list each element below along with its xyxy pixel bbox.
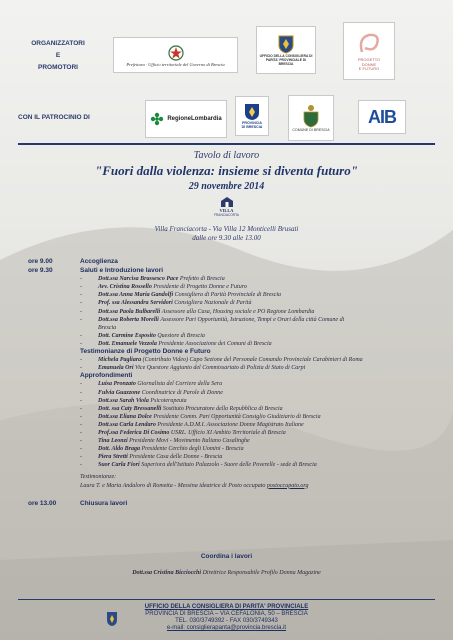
speaker-role-continued	[28, 324, 438, 332]
comune-text: COMUNE DI BRESCIA	[292, 128, 330, 132]
organizers-line-2: E	[55, 52, 61, 59]
program-section-heading	[28, 348, 438, 356]
bullet-dash: -	[80, 357, 82, 364]
speaker-role: USRL. Ufficio XI Ambito Territoriale di Brescia	[170, 429, 286, 436]
speaker-name: Fulvia Guazzone	[98, 389, 141, 396]
speaker-name: Prof. ssa Alessandra Servidori	[98, 300, 173, 307]
program-time-row	[28, 267, 438, 275]
bullet-dash: -	[80, 381, 82, 388]
footer-office: UFFICIO DELLA CONSIGLIERA DI PARITA' PROVINCIALE	[144, 604, 309, 610]
speaker-name: Dott.ssa Eliana Dolce	[98, 413, 152, 420]
speaker-role: Giornalista del Corriere della Sera	[137, 381, 223, 388]
speaker-role: Coordinatrice di Parole di Donne	[141, 389, 223, 396]
organizers-line-1: ORGANIZZATORI	[31, 40, 85, 47]
testimonials-label: Testimonianze:	[80, 474, 117, 481]
provincia-brescia-logo	[235, 96, 269, 136]
header-divider	[18, 143, 435, 145]
progetto-donne-futuro-logo	[343, 22, 395, 80]
provincia-line-2: DI BRESCIA	[241, 125, 263, 129]
provincia-line-1: PROVINCIA	[242, 121, 262, 125]
coordinator-desc: Direttrice Responsabile Profilo Donna Magazine	[202, 570, 321, 576]
consigliera-text: UFFICIO DELLA CONSIGLIERA DI PARITA' PROVINCIALE DI BRESCIA	[259, 54, 313, 66]
coordinator-name: Dott.ssa Cristina Bicciocchi	[132, 570, 202, 576]
speaker-name: Luisa Pronzato	[98, 381, 136, 388]
aib-text: AIB	[368, 106, 396, 127]
speaker-item	[28, 299, 438, 307]
speaker-item	[28, 340, 438, 348]
bullet-dash: -	[80, 340, 82, 347]
shield-icon	[277, 34, 295, 54]
aib-logo	[358, 100, 406, 134]
speaker-name: Dott.ssa Sarah Viola	[98, 397, 149, 404]
bullet-dash: -	[80, 397, 82, 404]
event-date: 29 novembre 2014	[188, 181, 265, 192]
posto-occupato-link[interactable]: postoccupato.org	[266, 482, 309, 489]
speaker-role: Psicoterapeuta	[150, 397, 187, 404]
speaker-item	[28, 461, 438, 469]
footer-phone: TEL. 030/3749392 - FAX 030/3749343	[175, 618, 278, 624]
speaker-role: Questore di Brescia	[157, 332, 205, 339]
coordinator	[0, 570, 453, 576]
event-kind: Tavolo di lavoro	[193, 150, 260, 161]
speaker-item	[28, 275, 438, 283]
testimonials-heading	[28, 473, 438, 481]
time-activity: Chiusura lavori	[80, 499, 128, 507]
role-continuation: Brescia	[98, 324, 117, 331]
coordination-block	[0, 553, 453, 576]
speaker-role: Prefetto di Brescia	[179, 276, 225, 283]
speaker-name: Michela Pagliara	[98, 357, 142, 364]
speaker-item	[28, 421, 438, 429]
speaker-item	[28, 397, 438, 405]
progetto-line-2: DONNE	[361, 61, 377, 67]
footer-address: PROVINCIA DI BRESCIA – VIA CEFALONIA, 50 – BRESCIA	[145, 611, 308, 617]
comune-brescia-logo	[288, 95, 334, 141]
progetto-swirl-icon	[356, 30, 382, 58]
time-label: ore 13.00	[28, 499, 57, 507]
speaker-item	[28, 453, 438, 461]
bullet-dash: -	[80, 276, 82, 283]
speaker-role: Consigliera di Parità Provinciale di Brescia	[174, 292, 282, 299]
testimonial-line	[28, 482, 438, 490]
speaker-item	[28, 316, 438, 324]
speaker-item	[28, 283, 438, 291]
consigliera-logo	[256, 26, 316, 74]
bullet-dash: -	[80, 389, 82, 396]
comune-crest-icon	[301, 104, 321, 128]
bullet-dash: -	[80, 462, 82, 469]
bullet-dash: -	[80, 300, 82, 307]
regione-text: RegioneLombardia	[167, 116, 222, 122]
speaker-role: Consigliera Nazionale di Parità	[174, 300, 252, 307]
speaker-name: Dott. Emanuele Vezzola	[98, 340, 157, 347]
speaker-role: (Contributo Video) Capo Sezione del Personale Comando Provinciale Carabinieri di Roma	[142, 357, 363, 364]
organizers-label	[18, 38, 98, 74]
speaker-role: Presidente Associazione dei Comuni di Brescia	[158, 340, 272, 347]
speaker-role: Vice Questore Aggiunto del Commissariato di Polizia di Stato di Carpi	[135, 365, 306, 372]
program-list	[28, 258, 438, 508]
time-label: ore 9.00	[28, 258, 53, 265]
speaker-name: Emanuela Ori	[98, 365, 134, 372]
coordination-label: Coordina i lavori	[200, 553, 253, 560]
bullet-dash: -	[80, 413, 82, 420]
footer-email-link[interactable]: e-mail: consiglierapanta@provincia.brescia.it	[166, 625, 287, 631]
section-title: Testimonianze di Progetto Donne e Futuro	[80, 348, 211, 356]
bullet-dash: -	[80, 308, 82, 315]
villa-franciacorta-logo	[210, 196, 243, 222]
speaker-item	[28, 405, 438, 413]
prefettura-text: Prefettura · Ufficio territoriale del Governo di Brescia	[126, 61, 225, 67]
villa-logo-sub: FRANCIACORTA	[214, 213, 239, 217]
bullet-dash: -	[80, 332, 82, 339]
organizers-line-3: PROMOTORI	[38, 64, 78, 71]
speaker-item	[28, 389, 438, 397]
speaker-name: Dott. ssa Caty Bressanelli	[98, 405, 162, 412]
speaker-item	[28, 356, 438, 364]
time-label: ore 9.30	[28, 267, 53, 275]
speaker-name: Prof.ssa Federica Di Cosimo	[98, 429, 170, 436]
villa-logo-text: VILLA	[219, 208, 234, 213]
speaker-name: Dott.ssa Carla Lendaro	[98, 421, 156, 428]
speaker-name: Dott.ssa Narcisa Brassesco Pace	[98, 276, 179, 283]
speaker-role: Presidente di Progetto Donne e Futuro	[153, 284, 247, 291]
speaker-name: Dott.ssa Anna Maria Gandolfi	[98, 292, 174, 299]
speaker-name: Dott.ssa Roberta Morelli	[98, 316, 159, 323]
speaker-role: Sostituto Procuratore della Repubblica di Brescia	[162, 405, 283, 412]
progetto-line-1: PROGETTO	[357, 57, 381, 63]
speaker-name: Avv. Cristina Rossello	[98, 284, 152, 291]
speaker-role: Assessore Pari Opportunità, Istruzione, Tempi e Orari della città Comune di	[160, 316, 345, 323]
villa-crest-icon	[220, 196, 234, 208]
speaker-item	[28, 308, 438, 316]
venue-address: Villa Franciacorta - Via Villa 12 Monticelli Brusati	[154, 225, 299, 233]
bullet-dash: -	[80, 421, 82, 428]
venue-hours: dalle ore 9.30 alle 13.00	[192, 234, 261, 242]
speaker-item	[28, 437, 438, 445]
event-title: "Fuori dalla violenza: insieme si diventa futuro"	[95, 163, 358, 178]
bullet-dash: -	[80, 438, 82, 445]
provincia-shield-icon	[244, 103, 260, 121]
program-time-row	[28, 500, 438, 508]
speaker-name: Suor Carla Fiori	[98, 462, 140, 469]
bullet-dash: -	[80, 284, 82, 291]
lombardia-rose-icon	[150, 112, 164, 126]
speaker-item	[28, 364, 438, 372]
speaker-role: Presidente Cerchio degli Uomini - Brescia	[141, 446, 244, 453]
speaker-name: Dott. Carmine Esposito	[98, 332, 156, 339]
speaker-item	[28, 445, 438, 453]
speaker-name: Tina Leonzi	[98, 438, 128, 445]
speaker-item	[28, 291, 438, 299]
speaker-role: Assessore alla Casa, Housing sociale e PO Regione Lombardia	[161, 308, 315, 315]
speaker-item	[28, 380, 438, 388]
speaker-role: Presidente Casa delle Donne - Brescia	[129, 454, 223, 461]
speaker-role: Presidente Comm. Pari Opportunità Consiglio Giudiziario di Brescia	[153, 413, 321, 420]
republic-emblem-icon	[166, 44, 186, 62]
speaker-name: Dott.ssa Paola Bulbarelli	[98, 308, 161, 315]
bullet-dash: -	[80, 316, 82, 323]
speaker-item	[28, 332, 438, 340]
speaker-role: Presidente A.D.M.I. Associazione Donne Magistrato Italiane	[157, 421, 304, 428]
speaker-item	[28, 413, 438, 421]
testimonial-text: Laura T. e Maria Andaloro di Rometta - Messina ideatrice di Posto occupato	[80, 482, 266, 489]
footer	[0, 604, 453, 632]
prefettura-logo	[113, 37, 238, 73]
bullet-dash: -	[80, 292, 82, 299]
bullet-dash: -	[80, 365, 82, 372]
speaker-item	[28, 429, 438, 437]
time-activity: Accoglienza	[80, 258, 118, 265]
progetto-line-3: E FUTURO	[358, 66, 380, 72]
event-venue	[0, 225, 453, 243]
speaker-role: Superiora dell'Istituto Palazzolo - Suore delle Poverelle - sede di Brescia	[141, 462, 317, 469]
footer-divider	[18, 599, 435, 600]
bullet-dash: -	[80, 454, 82, 461]
speaker-name: Dott. Aldo Braga	[98, 446, 140, 453]
speaker-name: Piera Stretti	[98, 454, 128, 461]
speaker-role: Presidente Movi - Movimento Italiano Casalinghe	[129, 438, 250, 445]
bullet-dash: -	[80, 429, 82, 436]
bullet-dash: -	[80, 446, 82, 453]
program-time-row	[28, 258, 438, 266]
patronage-label: CON IL PATROCINIO DI	[18, 114, 90, 121]
regione-lombardia-logo	[145, 100, 227, 138]
section-title: Approfondimenti	[80, 372, 133, 380]
time-activity: Saluti e Introduzione lavori	[80, 267, 164, 275]
program-section-heading	[28, 372, 438, 380]
bullet-dash: -	[80, 405, 82, 412]
